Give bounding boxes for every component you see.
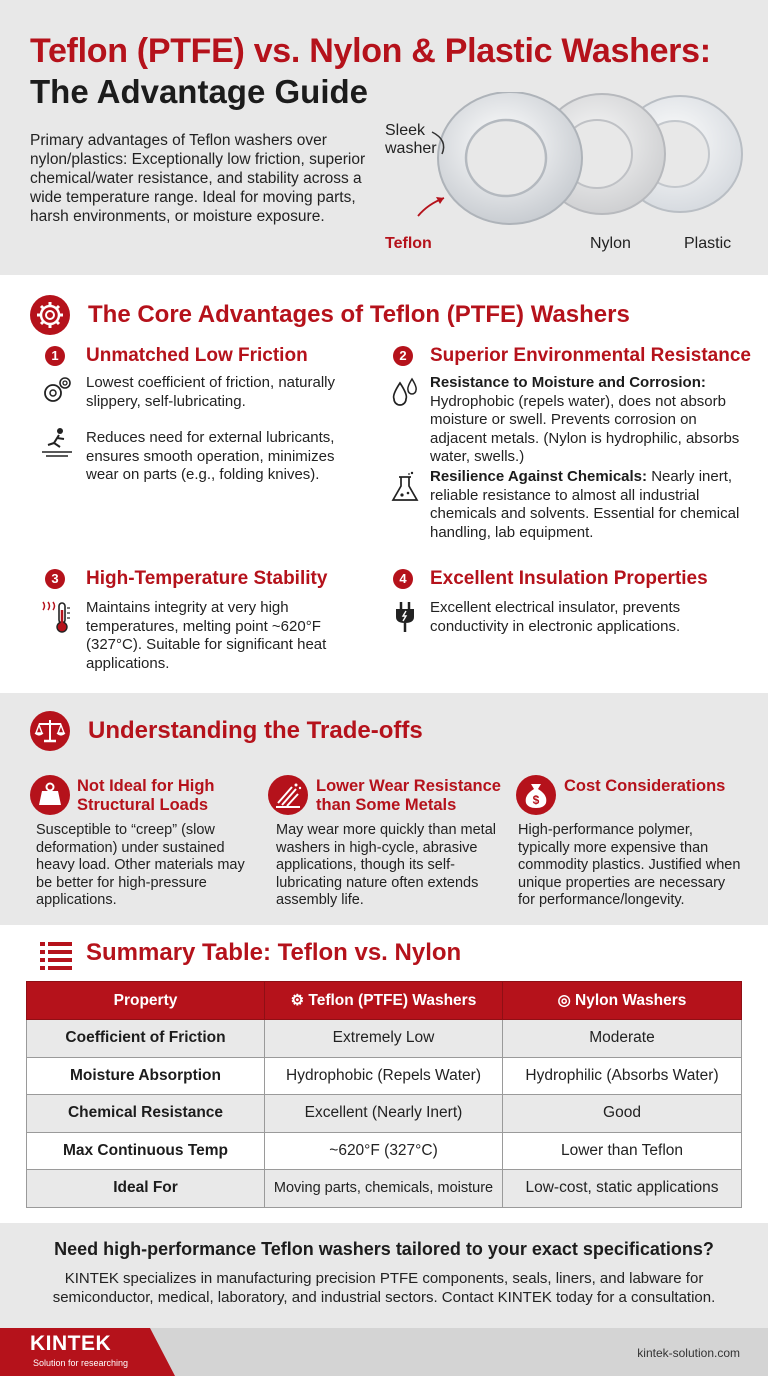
table-cell: Lower than Teflon	[503, 1132, 742, 1170]
cta-title: Need high-performance Teflon washers tailored to your exact specifications?	[54, 1239, 714, 1259]
advantage-title-4: Excellent Insulation Properties	[430, 568, 708, 589]
tradeoff-title-2: Lower Wear Resistance than Some Metals	[316, 777, 501, 814]
table-cell: Hydrophilic (Absorbs Water)	[503, 1057, 742, 1095]
core-advantages-section	[0, 275, 768, 693]
svg-text:$: $	[532, 793, 540, 807]
header-nylon	[503, 982, 742, 1020]
number-badge-2: 2	[393, 346, 413, 366]
flask-icon	[388, 471, 422, 505]
advantage-text-4: Excellent electrical insulator, prevents conductivity in electronic applications.	[430, 599, 681, 635]
table-row	[27, 1132, 742, 1170]
table-row	[27, 1057, 742, 1095]
tradeoff-title-3: Cost Considerations	[564, 777, 726, 795]
gear-icon: ⚙	[290, 992, 305, 1009]
advantage-title-2: Superior Environmental Resistance	[430, 345, 751, 366]
core-section-title: The Core Advantages of Teflon (PTFE) Washers	[88, 301, 630, 328]
table-header-row	[27, 982, 742, 1020]
advantage-text-3: Maintains integrity at very high temperatures, melting point ~620°F (327°C). Suitable for significant heat applications.	[86, 599, 327, 672]
header-teflon-label: Teflon (PTFE) Washers	[308, 992, 477, 1009]
tradeoffs-section	[0, 693, 768, 925]
website-link[interactable]: kintek-solution.com	[637, 1346, 740, 1360]
weight-icon	[30, 775, 70, 815]
scale-icon	[30, 711, 70, 751]
page-title: Teflon (PTFE) vs. Nylon & Plastic Washers:	[30, 32, 711, 70]
tradeoff-title-1: Not Ideal for High Structural Loads	[77, 777, 215, 814]
cta-section	[0, 1223, 768, 1328]
money-bag-icon	[516, 775, 556, 815]
list-icon	[38, 939, 74, 971]
wear-icon	[268, 775, 308, 815]
page-subtitle: The Advantage Guide	[30, 73, 368, 110]
table-cell: Moving parts, chemicals, moisture	[265, 1170, 503, 1208]
label-teflon: Teflon	[385, 235, 432, 252]
table-cell: Ideal For	[27, 1170, 265, 1208]
table-cell: Low-cost, static applications	[503, 1170, 742, 1208]
advantage-title-3: High-Temperature Stability	[86, 568, 328, 589]
tradeoff-text-1: Susceptible to “creep” (slow deformation) under sustained heavy load. Other materials may be better for high-pressure applications.	[36, 822, 245, 908]
advantage-text-1b: Reduces need for external lubricants, ensures smooth operation, minimizes wear on parts (e.g., folding knives).	[86, 429, 335, 483]
table-cell: Excellent (Nearly Inert)	[265, 1095, 503, 1133]
tradeoffs-section-title: Understanding the Trade-offs	[88, 717, 423, 744]
table-row	[27, 1170, 742, 1208]
table-row	[27, 1020, 742, 1058]
table-cell: Max Continuous Temp	[27, 1132, 265, 1170]
summary-section-title: Summary Table: Teflon vs. Nylon	[86, 939, 462, 966]
advantage-title-1: Unmatched Low Friction	[86, 345, 308, 366]
table-cell: ~620°F (327°C)	[265, 1132, 503, 1170]
table-cell: Coefficient of Friction	[27, 1020, 265, 1058]
advantage-text-2b	[430, 468, 745, 542]
header-nylon-label: Nylon Washers	[575, 992, 687, 1009]
teflon-washer	[438, 92, 582, 224]
moisture-subtitle: Resistance to Moisture and Corrosion:	[430, 374, 706, 391]
label-plastic: Plastic	[684, 235, 732, 252]
header-property: Property	[27, 982, 265, 1020]
thermometer-icon	[40, 600, 74, 634]
tradeoff-text-3: High-performance polymer, typically more expensive than commodity plastics. Justified when unique properties are necessary for performance/longevity.	[518, 822, 741, 908]
brand-logo: KINTEK	[30, 1332, 112, 1355]
advantage-text-2a	[430, 374, 745, 467]
number-badge-4: 4	[393, 569, 413, 589]
summary-table	[26, 981, 742, 1208]
tradeoff-text-2: May wear more quickly than metal washers in high-cycle, abrasive applications, though its self-lubricating nature often extends assembly life.	[276, 822, 496, 908]
label-nylon: Nylon	[590, 235, 631, 252]
table-cell: Extremely Low	[265, 1020, 503, 1058]
cta-text: KINTEK specializes in manufacturing precision PTFE components, seals, liners, and labware for semiconductor, medical, laboratory, and industrial sectors. Contact KINTEK today for a consultation.	[52, 1270, 716, 1306]
chemical-text: Nearly inert, reliable resistance to almost all industrial chemicals and solvents. Essential for chemical handling, lab equipment.	[430, 468, 740, 541]
summary-section	[0, 925, 768, 1223]
moisture-text: Hydrophobic (repels water), does not absorb moisture or swell. Prevents corrosion on adjacent metals. (Nylon is hydrophilic, absorbs water, swells.)	[430, 392, 740, 465]
table-cell: Moderate	[503, 1020, 742, 1058]
table-row	[27, 1095, 742, 1133]
table-cell: Good	[503, 1095, 742, 1133]
gear-icon	[30, 295, 70, 335]
chemical-subtitle: Resilience Against Chemicals:	[430, 468, 648, 485]
label-sleek-washer: Sleek washer	[385, 122, 437, 157]
footer	[0, 1328, 768, 1376]
plug-icon	[388, 600, 422, 634]
header-section	[0, 0, 768, 275]
table-cell: Moisture Absorption	[27, 1057, 265, 1095]
intro-text: Primary advantages of Teflon washers over nylon/plastics: Exceptionally low friction, superior chemical/water resistance, and stability across a wide temperature range. Ideal for moving parts, harsh environments, or moisture exposure.	[30, 132, 366, 225]
number-badge-1: 1	[45, 346, 65, 366]
target-icon: ◎	[557, 992, 571, 1009]
header-teflon	[265, 982, 503, 1020]
number-badge-3: 3	[45, 569, 65, 589]
table-cell: Hydrophobic (Repels Water)	[265, 1057, 503, 1095]
slip-icon	[40, 425, 74, 459]
table-cell: Chemical Resistance	[27, 1095, 265, 1133]
gears-icon	[40, 373, 74, 407]
advantage-text-1a: Lowest coefficient of friction, naturally slippery, self-lubricating.	[86, 374, 336, 410]
brand-tagline: Solution for researching	[33, 1358, 129, 1368]
water-drop-icon	[388, 375, 422, 409]
